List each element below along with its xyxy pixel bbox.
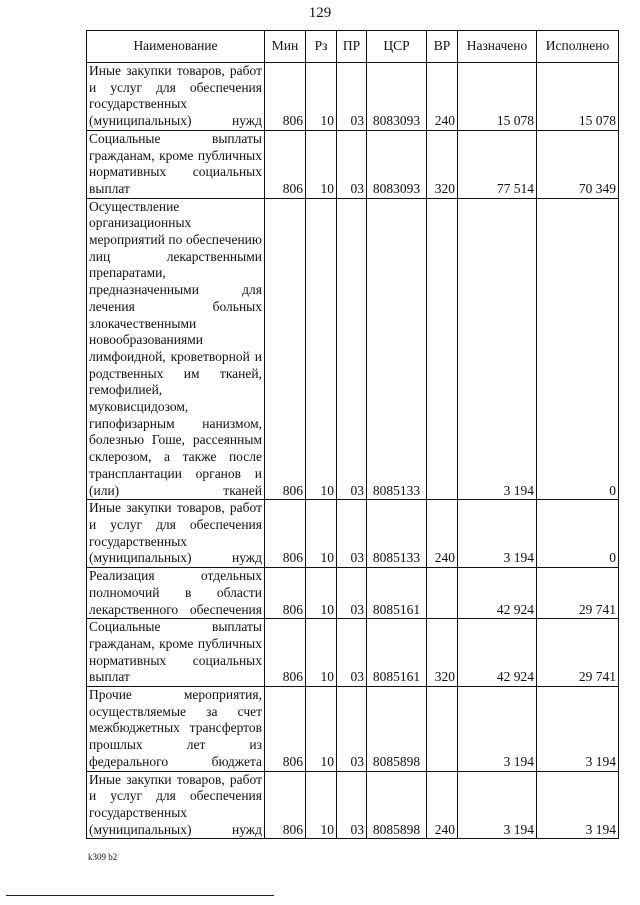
cell-name (87, 687, 265, 772)
cell-rz: 10 (306, 63, 337, 131)
cell-csr: 8085133 (367, 500, 427, 568)
cell-executed: 29 741 (537, 619, 619, 687)
header-csr: ЦСР (367, 31, 427, 63)
cell-name (87, 500, 265, 568)
header-executed: Исполнено (537, 31, 619, 63)
table-row (87, 771, 619, 839)
cell-vr (427, 687, 458, 772)
page-number: 129 (308, 5, 332, 21)
cell-csr: 8085161 (367, 568, 427, 619)
cell-executed: 3 194 (537, 771, 619, 839)
row-name-text: Социальные выплаты гражданам, кроме публичных нормативных социальных выплат (89, 619, 262, 685)
cell-csr: 8085133 (367, 198, 427, 500)
row-name-text: Прочие мероприятия, осуществляемые за счет межбюджетных трансфертов прошлых лет из федерального бюджета (89, 687, 262, 769)
cell-min: 806 (265, 198, 306, 500)
row-name-text: Иные закупки товаров, работ и услуг для обеспечения государственных (муниципальных) нужд (89, 500, 262, 566)
table-row (87, 568, 619, 619)
cell-executed: 0 (537, 198, 619, 500)
cell-vr: 320 (427, 130, 458, 198)
footer-code: k309 b2 (88, 852, 118, 862)
cell-pr: 03 (337, 568, 367, 619)
footer-rule (6, 895, 274, 896)
cell-rz: 10 (306, 619, 337, 687)
cell-vr (427, 198, 458, 500)
cell-csr: 8085898 (367, 687, 427, 772)
header-rz: Рз (306, 31, 337, 63)
cell-assigned: 3 194 (458, 771, 537, 839)
row-name-text: Иные закупки товаров, работ и услуг для обеспечения государственных (муниципальных) нужд (89, 771, 262, 837)
cell-name (87, 198, 265, 500)
cell-pr: 03 (337, 771, 367, 839)
table-row (87, 63, 619, 131)
cell-rz: 10 (306, 568, 337, 619)
cell-executed: 15 078 (537, 63, 619, 131)
cell-vr: 320 (427, 619, 458, 687)
cell-vr: 240 (427, 63, 458, 131)
cell-rz: 10 (306, 771, 337, 839)
table-row (87, 198, 619, 500)
cell-min: 806 (265, 771, 306, 839)
budget-table (86, 30, 619, 839)
cell-vr: 240 (427, 500, 458, 568)
cell-pr: 03 (337, 198, 367, 500)
cell-assigned: 3 194 (458, 500, 537, 568)
header-pr: ПР (337, 31, 367, 63)
cell-pr: 03 (337, 687, 367, 772)
cell-min: 806 (265, 130, 306, 198)
cell-name (87, 130, 265, 198)
cell-assigned: 3 194 (458, 687, 537, 772)
cell-rz: 10 (306, 687, 337, 772)
cell-min: 806 (265, 568, 306, 619)
cell-assigned: 77 514 (458, 130, 537, 198)
table-row (87, 130, 619, 198)
cell-min: 806 (265, 63, 306, 131)
cell-name (87, 63, 265, 131)
table-row (87, 619, 619, 687)
cell-min: 806 (265, 500, 306, 568)
cell-csr: 8085161 (367, 619, 427, 687)
cell-name (87, 568, 265, 619)
cell-rz: 10 (306, 500, 337, 568)
cell-min: 806 (265, 687, 306, 772)
cell-pr: 03 (337, 500, 367, 568)
table-body (87, 63, 619, 839)
cell-csr: 8085898 (367, 771, 427, 839)
row-name-text: Социальные выплаты гражданам, кроме публичных нормативных социальных выплат (89, 130, 262, 196)
cell-pr: 03 (337, 130, 367, 198)
cell-vr: 240 (427, 771, 458, 839)
header-vr: ВР (427, 31, 458, 63)
cell-executed: 0 (537, 500, 619, 568)
row-name-text: Осуществление организационных мероприятий по обеспечению лиц лекарственными препаратами, предназначенными для лечения больных злокачественными новообразованиями лимфоидной, кроветворной и родственных им тканей, гемофилией, муковисцидозом, гипофизарным нанизмом, болезнью Гоше, рассеянным склерозом, а также после трансплантации органов и (или) тканей (89, 198, 262, 498)
cell-pr: 03 (337, 619, 367, 687)
row-name-text: Реализация отдельных полномочий в области лекарственного обеспечения (89, 568, 262, 617)
header-row (87, 31, 619, 63)
header-min: Мин (265, 31, 306, 63)
cell-rz: 10 (306, 198, 337, 500)
cell-name (87, 771, 265, 839)
cell-csr: 8083093 (367, 130, 427, 198)
table-row (87, 687, 619, 772)
cell-assigned: 42 924 (458, 619, 537, 687)
row-name-text: Иные закупки товаров, работ и услуг для обеспечения государственных (муниципальных) нужд (89, 63, 262, 129)
header-name: Наименование (87, 31, 265, 63)
cell-executed: 3 194 (537, 687, 619, 772)
cell-rz: 10 (306, 130, 337, 198)
cell-executed: 70 349 (537, 130, 619, 198)
cell-name (87, 619, 265, 687)
cell-pr: 03 (337, 63, 367, 131)
cell-executed: 29 741 (537, 568, 619, 619)
cell-assigned: 3 194 (458, 198, 537, 500)
cell-assigned: 15 078 (458, 63, 537, 131)
cell-assigned: 42 924 (458, 568, 537, 619)
cell-vr (427, 568, 458, 619)
header-assigned: Назначено (458, 31, 537, 63)
table-row (87, 500, 619, 568)
cell-csr: 8083093 (367, 63, 427, 131)
cell-min: 806 (265, 619, 306, 687)
